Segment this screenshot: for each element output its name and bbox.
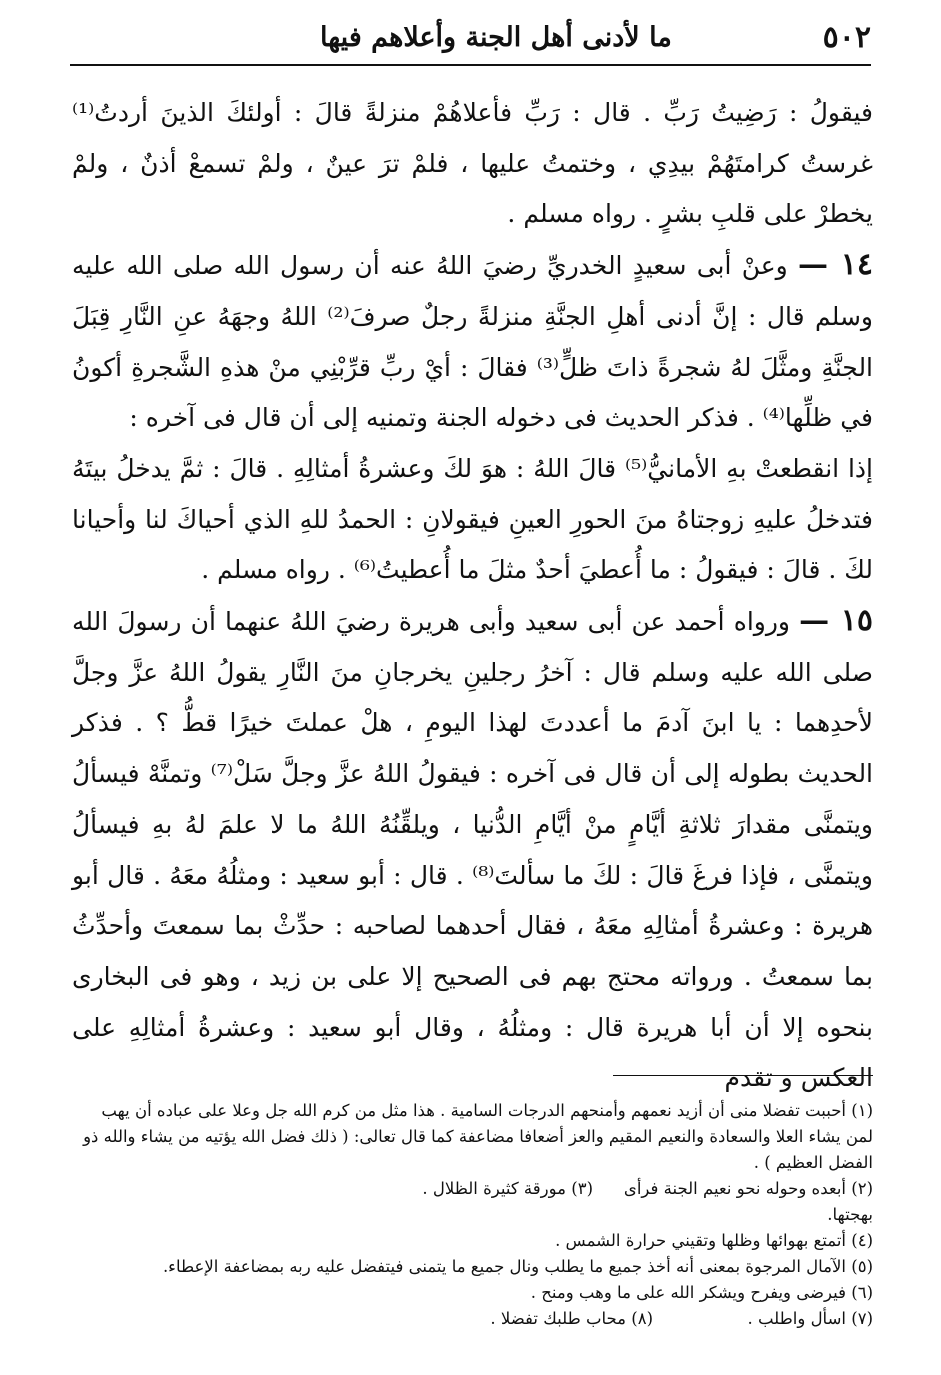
footnotes <box>72 1098 873 1332</box>
hadith-14-text: عنه أن رسول الله صلى الله عليه وسلم قال : إنَّ أدنى أهلِ الجنَّةِ منزلةً رجلٌ صرفَ⁽²⁾ اللهُ وجهَهُ عنِ النَّارِ قِبَلَ الجنَّةِ ومثَّلَ لهُ شجرةً ذاتَ ظلٍّ⁽³⁾ فقالَ : أيْ ربِّ قرِّبْنِي منْ هذهِ الشَّجرةِ أكونُ في ظلِّها⁽⁴⁾ . فذكر الحديث فى دخوله الجنة وتمنيه إلى أن قال فى آخره : <box>72 251 874 433</box>
footnote-row-7-8 <box>72 1306 873 1332</box>
footnote-1: (١) أحببت تفضلا منى أن أزيد نعمهم وأمنحهم الدرجات السامية . هذا مثل من كرم الله جل وعلا على عباده أن يهب لمن يشاء العلا والسعادة والنعيم المقيم والعز أضعافا مضاعفة كما قال تعالى: ( ذلك فضل الله يؤتيه من يشاء والله ذو الفضل العظيم ) . <box>83 1101 873 1172</box>
hadith-14-opening: وعنْ أبى سعيدٍ الخدريِّ رضيَ اللهُ <box>436 251 788 281</box>
hadith-14 <box>72 240 873 444</box>
header-divider <box>70 64 871 66</box>
footnote-5: (٥) الآمال المرجوة بمعنى أنه أخذ جميع ما يطلب ونال جميع ما يتمنى فيتفضل عليه ربه بمضاعفة الإعطاء. <box>162 1257 873 1276</box>
hadith-15-number: ١٥ — <box>799 603 873 639</box>
hadith-15 <box>72 596 873 1104</box>
footnote-6: (٦) فيرضى ويفرح ويشكر الله على ما وهب ومنح . <box>530 1283 873 1302</box>
footnote-4: (٤) أتمتع بهوائها وظلها وتقيني حرارة الشمس . <box>555 1231 873 1250</box>
footnote-8: (٨) محاب طلبك تفضلا . <box>490 1309 653 1328</box>
page-number: ٥٠٢ <box>822 19 871 55</box>
footnote-3: (٣) مورقة كثيرة الظلال . <box>422 1179 593 1198</box>
running-title: ما لأدنى أهل الجنة وأعلاهم فيها <box>320 21 672 53</box>
hadith-15-text: عنهما أن رسولَ الله صلى الله عليه وسلم قال : آخرُ رجلينِ يخرجانِ منَ النَّارِ يقولُ اللهُ عزَّ وجلَّ لأحدِهما : يا ابنَ آدمَ ما أعددتَ لهذا اليومِ ، هلْ عملتَ خيرًا قطُّ ؟ . فذكر الحديث بطوله إلى أن قال فى آخره : فيقولُ اللهُ عزَّ وجلَّ سَلْ⁽⁷⁾ وتمنَّهْ فيسألُ ويتمنَّى مقدارَ ثلاثةِ أيَّامٍ منْ أيَّامِ الدُّنيا ، ويلقِّنُهُ اللهُ ما لا علمَ لهُ بهِ فيسألُ ويتمنَّى ، فإذا فرغَ قالَ : لكَ ما سألتَ⁽⁸⁾ . قال : أبو سعيد : ومثلُهُ معَهُ . قال أبو هريرة : وعشرةُ أمثالِهِ معَهُ ، فقال أحدهما لصاحبه : حدِّثْ بما سمعتَ وأحدِّثُ بما سمعتُ . ورواته محتج بهم فى الصحيح إلا على بن زيد ، وهو فى البخارى بنحوه إلا أن أبا هريرة قال : ومثلُهُ ، وقال أبو سعيد : وعشرةُ أمثالِهِ على العكس و تقدم <box>72 607 874 1093</box>
hadith-14-continuation: إذا انقطعتْ بهِ الأمانيُّ⁽⁵⁾ قالَ اللهُ : هوَ لكَ وعشرةُ أمثالِهِ . قالَ : ثمَّ يدخلُ بيتَهُ فتدخلُ عليهِ زوجتاهُ منَ الحورِ العينِ فيقولانِ : الحمدُ للهِ الذي أحياكَ لنا وأحيانا لكَ . قالَ : فيقولُ : ما أُعطيَ أحدٌ مثلَ ما أُعطيتُ⁽⁶⁾ . رواه مسلم . <box>72 453 874 585</box>
footnote-divider <box>613 1075 873 1076</box>
footnote-row-2-3 <box>72 1176 873 1228</box>
page-header <box>70 14 871 60</box>
hadith-15-opening: ورواه أحمد عن أبى سعيد وأبى هريرة رضيَ اللهُ <box>290 607 790 637</box>
footnote-2: (٢) أبعده وحوله نحو نعيم الجنة فرأى بهجتها. <box>623 1179 873 1224</box>
footnote-7: (٧) اسأل واطلب . <box>747 1309 873 1328</box>
paragraph-continuation: فيقولُ : رَضِيتُ رَبِّ . قال : رَبِّ فأعلاهُمْ منزلةً قالَ : أولئكَ الذينَ أردتُ⁽¹⁾ غرستُ كرامتَهُمْ بيدِي ، وختمتُ عليها ، فلمْ ترَ عينٌ ، ولمْ تسمعْ أذنٌ ، ولمْ يخطرْ على قلبِ بشرٍ . رواه مسلم . <box>72 98 873 229</box>
main-text <box>72 88 873 1104</box>
hadith-14-number: ١٤ — <box>798 247 874 283</box>
